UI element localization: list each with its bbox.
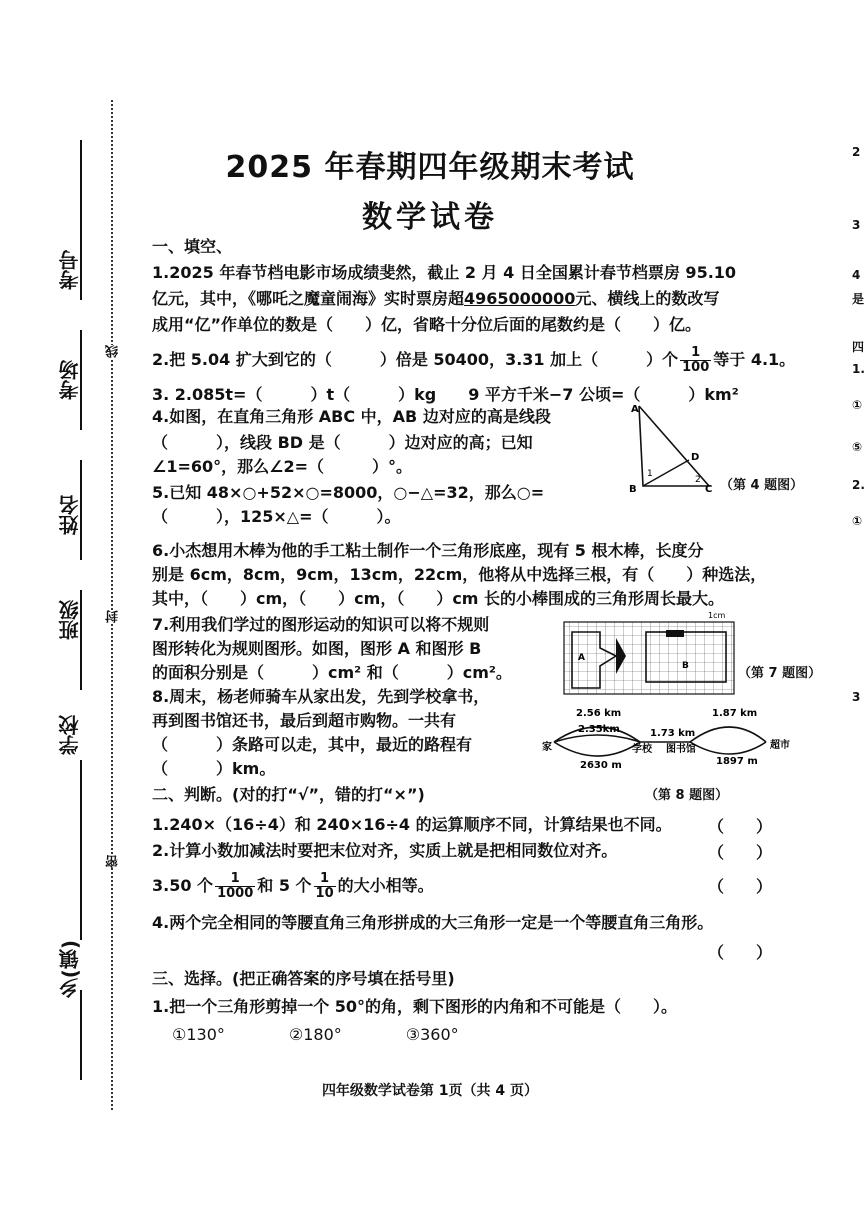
q4-vertex-b: B (629, 484, 637, 495)
q7-shape-a-label: A (578, 653, 585, 663)
page-footer: 四年级数学试卷第 1页（共 4 页） (321, 1083, 539, 1099)
q8-route-map (540, 700, 830, 772)
judge-3: 3.50 个 $\frac{1}{1000}$ 和 5 个 $\frac{1}{10}$ 的大小相等。 (152, 871, 434, 901)
choice-1: 1.把一个三角形剪掉一个 50°的角，剩下图形的内角和不可能是（ ）。 (152, 997, 678, 1016)
q7-line-c: 的面积分别是（ ）cm² 和（ ）cm²。 (152, 663, 512, 682)
q5-line-b: （ ），125×△=（ ）。 (152, 507, 401, 526)
exam-room-label: 考场 (58, 360, 82, 400)
q7-grid-figure (560, 608, 740, 698)
edge-fragment: 四 (852, 340, 865, 354)
seal-mark-1: 线 (106, 345, 121, 358)
q4-vertex-c: C (705, 484, 713, 495)
seal-line (111, 100, 113, 1110)
section2-heading: 二、判断。(对的打“√”，错的打“×”) (152, 785, 425, 804)
judge-2: 2.计算小数加减法时要把末位对齐，实质上就是把相同数位对齐。 (152, 841, 618, 860)
edge-fragment: ① (852, 514, 863, 528)
q4-caption: （第 4 题图） (720, 478, 804, 493)
q8-home-label: 家 (542, 742, 552, 753)
q8-library-label: 图书馆 (666, 744, 696, 755)
q8-line-c: （ ）条路可以走，其中，最近的路程有 (152, 735, 473, 754)
q3-line: 3. 2.085t=（ ）t（ ）kg 9 平方千米−7 公顷=（ ）km² (152, 385, 739, 404)
q8-market-label: 超市 (770, 740, 790, 751)
q2-fraction: $\frac{1}{100}$ (682, 345, 710, 375)
judge-3-fraction-1: $\frac{1}{1000}$ (217, 871, 254, 901)
judge-1: 1.240×（16÷4）和 240×16÷4 的运算顺序不同，计算结果也不同。 (152, 815, 672, 834)
edge-fragment: 2. (852, 478, 865, 492)
q6-line-c: 其中，（ ）cm，（ ）cm，（ ）cm 长的小棒围成的三角形周长最大。 (152, 589, 725, 608)
q8-caption: （第 8 题图） (645, 788, 729, 803)
judge-4-answer[interactable]: （ ） (708, 943, 773, 962)
q4-line-b: （ ），线段 BD 是（ ）边对应的高；已知 (152, 433, 533, 452)
q4-triangle-figure (625, 402, 715, 495)
q8-line-d: （ ）km。 (152, 759, 276, 778)
name-label: 姓名 (58, 495, 82, 535)
q7-line-a: 7.利用我们学过的图形运动的知识可以将不规则 (152, 615, 490, 634)
town-label: 乡(镇) (58, 940, 82, 999)
q7-caption: （第 7 题图） (738, 666, 822, 681)
q8-line-a: 8.周末，杨老师骑车从家出发，先到学校拿书， (152, 687, 490, 706)
edge-fragment: ① (852, 398, 863, 412)
q7-shape-b-label: B (682, 661, 689, 671)
class-label: 班级 (58, 600, 82, 640)
q6-line-b: 别是 6cm，8cm，9cm，13cm，22cm，他将从中选择三根，有（ ）种选法， (152, 565, 767, 584)
judge-3-answer[interactable]: （ ） (708, 877, 773, 896)
q8-distance-6: 1897 m (716, 756, 758, 767)
judge-4: 4.两个完全相同的等腰直角三角形拼成的大三角形一定是一个等腰直角三角形。 (152, 913, 714, 932)
q1-underlined-number: 4965000000 (464, 289, 576, 308)
judge-2-answer[interactable]: （ ） (708, 843, 773, 862)
q5-line-a: 5.已知 48×○+52×○=8000，○−△=32，那么○= (152, 483, 545, 502)
q7-unit-label: 1cm (708, 611, 726, 620)
q8-distance-2: 2.35km (578, 724, 620, 735)
binding-rule-5 (80, 760, 82, 940)
section3-heading: 三、选择。(把正确答案的序号填在括号里) (152, 969, 455, 988)
q8-line-b: 再到图书馆还书，最后到超市购物。一共有 (152, 711, 457, 730)
page-subtitle: 数学试卷 (362, 200, 498, 235)
q4-vertex-d: D (691, 452, 700, 463)
q1-line-b: 亿元，其中，《哪吒之魔童闹海》实时票房超4965000000元、横线上的数改写 (152, 289, 720, 308)
edge-fragment: 1. (852, 362, 865, 376)
q4-line-c: ∠1=60°，那么∠2=（ ）°。 (152, 457, 413, 476)
q1-line-c: 成用“亿”作单位的数是（ ）亿，省略十分位后面的尾数约是（ ）亿。 (152, 315, 702, 334)
exam-no-label: 考号 (58, 250, 82, 290)
q6-line-a: 6.小杰想用木棒为他的手工粘土制作一个三角形底座，现有 5 根木棒，长度分 (152, 541, 704, 560)
q1-line-a: 1.2025 年春节档电影市场成绩斐然，截止 2 月 4 日全国累计春节档票房 95.10 (152, 263, 737, 282)
edge-fragment: 4 (852, 268, 861, 282)
binding-rule-6 (80, 990, 82, 1080)
seal-mark-2: 封 (106, 610, 121, 623)
q7-line-b: 图形转化为规则图形。如图，图形 A 和图形 B (152, 639, 482, 658)
judge-1-answer[interactable]: （ ） (708, 817, 773, 836)
q8-distance-5: 1.87 km (712, 708, 758, 719)
edge-fragment: 3 (852, 690, 861, 704)
q8-distance-4: 1.73 km (650, 728, 696, 739)
edge-fragment: 3 (852, 218, 861, 232)
choice-1-options: ①130° ②180° ③360° (172, 1025, 459, 1044)
q4-line-a: 4.如图，在直角三角形 ABC 中，AB 边对应的高是线段 (152, 407, 551, 426)
q2-line: 2.把 5.04 扩大到它的（ ）倍是 50400，3.31 加上（ ）个 $\frac{1}{100}$ 等于 4.1。 (152, 345, 796, 375)
q8-distance-3: 2630 m (580, 760, 622, 771)
seal-mark-3: 密 (106, 855, 121, 868)
q8-distance-1: 2.56 km (576, 708, 622, 719)
q4-angle-1: 1 (647, 469, 653, 479)
page-title: 2025 年春期四年级期末考试 (225, 150, 635, 185)
edge-fragment: ⑤ (852, 440, 863, 454)
edge-fragment: 是 (852, 292, 865, 306)
edge-fragment: 2 (852, 145, 861, 159)
q4-vertex-a: A (631, 404, 639, 415)
section1-heading: 一、填空、 (152, 237, 233, 256)
q8-school-label: 学校 (632, 744, 652, 755)
judge-3-fraction-2: $\frac{1}{10}$ (315, 871, 334, 901)
q4-angle-2: 2 (695, 475, 701, 485)
school-label: 学校 (58, 715, 82, 755)
